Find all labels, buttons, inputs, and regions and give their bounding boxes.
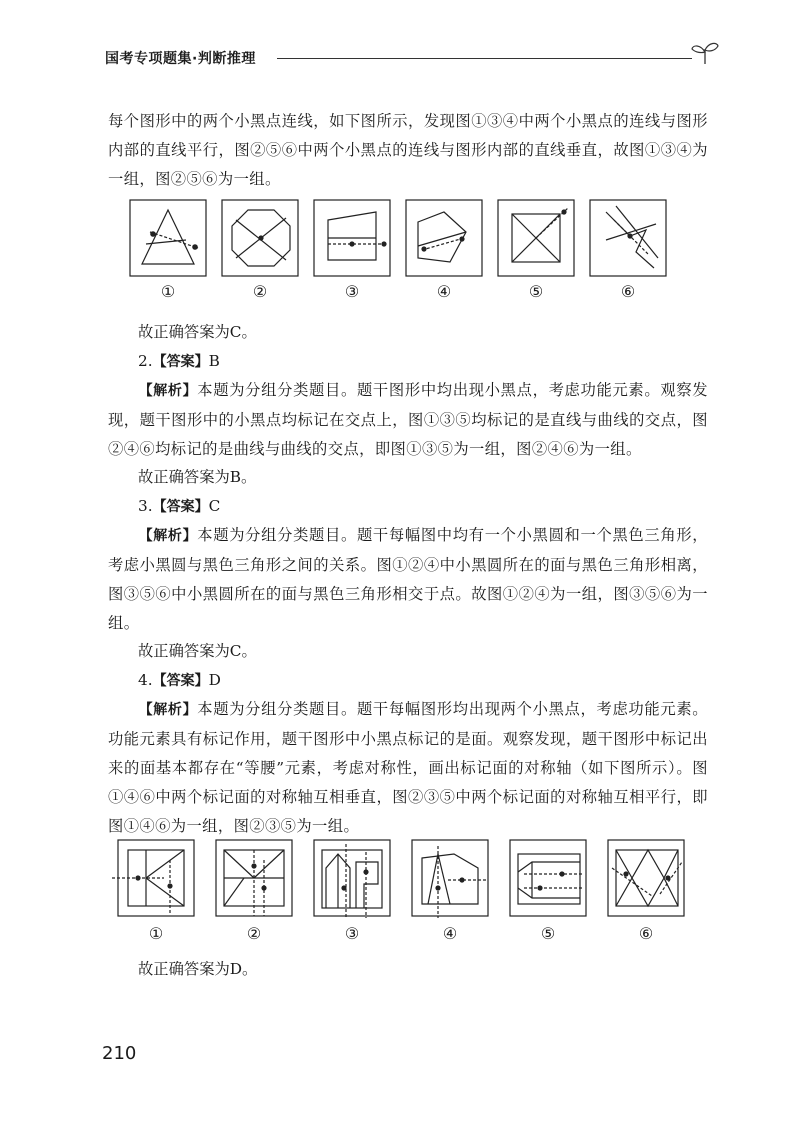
fig2-shape-6 [612,850,682,906]
q4-number: 4. [138,671,153,689]
q4-conclusion: 故正确答案为D。 [138,960,258,978]
q4-analysis-tag: 【解析】 [138,702,198,718]
sprout-icon [690,40,720,66]
q3-analysis [108,521,708,638]
figure-row-2 [112,838,692,922]
fig1-label: ① [160,282,176,301]
q2-conclusion: 故正确答案为B。 [138,468,257,486]
figure-2-svg [112,838,692,922]
figure-1-svg [128,198,668,280]
fig1-shape-2 [232,210,290,266]
q2-analysis [108,376,708,464]
fig2-shape-1 [112,850,184,914]
fig1-label: ⑤ [528,282,544,301]
fig2-label: ② [246,924,262,943]
fig1-label: ② [252,282,268,301]
fig2-shape-5 [518,854,582,904]
fig1-label: ③ [344,282,360,301]
q2-analysis-text: 本题为分组分类题目。题干图形中均出现小黑点，考虑功能元素。观察发现，题干图形中的小黑点均标记在交点上，图①③⑤均标记的是直线与曲线的交点，图②④⑥均标记的是曲线与曲线的交点，即图①③⑤为一组，图②④⑥为一组。 [108,381,708,458]
q2-number: 2. [138,352,153,370]
q3-answer-tag: 【答案】 [152,499,209,515]
fig2-shape-2 [224,850,284,916]
fig1-shape-6 [606,206,658,268]
q3-conclusion: 故正确答案为C。 [138,642,257,660]
q2-answer: B [208,352,220,370]
fig1-label: ④ [436,282,452,301]
q3-answer-line [138,492,220,522]
figure-1-labels [128,282,668,302]
q4-answer-tag: 【答案】 [152,673,209,689]
q4-answer: D [208,671,221,689]
fig1-label: ⑥ [620,282,636,301]
fig2-label: ③ [344,924,360,943]
q2-answer-line [138,347,220,377]
q3-number: 3. [138,497,153,515]
fig1-shape-3 [328,212,386,260]
fig2-label: ⑤ [540,924,556,943]
intro-paragraph: 每个图形中的两个小黑点连线，如下图所示，发现图①③④中两个小黑点的连线与图形内部的直线平行，图②⑤⑥中两个小黑点的连线与图形内部的直线垂直，故图①③④为一组，图②⑤⑥为一组。 [108,112,708,188]
header-title: 国考专项题集·判断推理 [105,51,256,67]
q3-analysis-tag: 【解析】 [138,528,198,544]
fig2-shape-3 [322,844,382,918]
q4-analysis [108,695,708,841]
q4-answer-line [138,666,221,696]
running-header [105,40,720,76]
q3-analysis-text: 本题为分组分类题目。题干每幅图中均有一个小黑圆和一个黑色三角形，考虑小黑圆与黑色三角形之间的关系。图①②④中小黑圆所在的面与黑色三角形相离，图③⑤⑥中小黑圆所在的面与黑色三角形相交于点。故图①②④为一组，图③⑤⑥为一组。 [108,526,708,632]
figure-2-labels [112,924,692,944]
q1-conclusion: 故正确答案为C。 [138,323,257,341]
q2-answer-tag: 【答案】 [152,354,209,370]
q4-analysis-text: 本题为分组分类题目。题干每幅图形均出现两个小黑点，考虑功能元素。功能元素具有标记作用，题干图形中小黑点标记的是面。观察发现，题干图形中标记出来的面基本都存在“等腰”元素，考虑对称性，画出标记面的对称轴（如下图所示）。图①④⑥中两个标记面的对称轴互相垂直，图②③⑤中两个标记面的对称轴互相平行，即图①④⑥为一组，图②③⑤为一组。 [108,700,708,835]
fig2-label: ① [148,924,164,943]
fig2-shape-4 [422,846,488,918]
figure-row-1 [128,198,668,280]
q3-answer: C [208,497,221,515]
fig1-shape-5 [512,208,568,262]
fig2-label: ⑥ [638,924,654,943]
fig1-shape-4 [418,212,466,262]
fig2-box-6 [608,840,684,916]
fig1-box-1 [130,200,206,276]
q2-analysis-tag: 【解析】 [138,383,198,399]
fig1-shape-1 [142,210,198,264]
fig2-label: ④ [442,924,458,943]
fig1-box-6 [590,200,666,276]
page-number: 210 [102,1043,137,1064]
header-rule [277,58,692,59]
